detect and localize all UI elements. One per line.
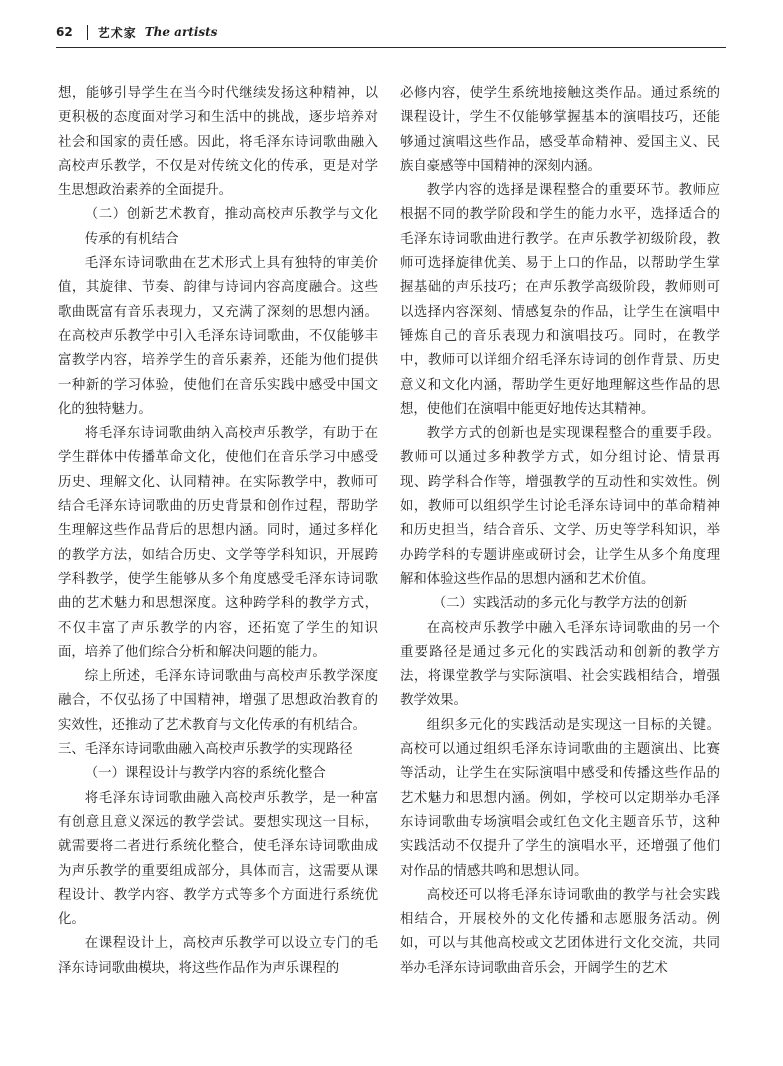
header-separator [87,25,88,40]
left-paragraph: 在课程设计上，高校声乐教学可以设立专门的毛泽东诗词歌曲模块，将这些作品作为声乐课程的 [58,936,378,976]
running-header [56,20,217,44]
right-paragraph: 组织多元化的实践活动是实现这一目标的关键。高校可以通过组织毛泽东诗词歌曲的主题演出、比赛等活动，让学生在实际演唱中感受和传播这些作品的艺术魅力和思想内涵。例如，学校可以定期举办毛泽东诗词歌曲专场演唱会或红色文化主题音乐节，这种实践活动不仅提升了学生的演唱水平，还增强了他们对作品的情感共鸣和思想认同。 [400,717,720,879]
left-paragraph: 将毛泽东诗词歌曲纳入高校声乐教学，有助于在学生群体中传播革命文化，使他们在音乐学习中感受历史、理解文化、认同精神。在实际教学中，教师可结合毛泽东诗词歌曲的历史背景和创作过程，帮助学生理解这些作品背后的思想内涵。同时，通过多样化的教学方法，如结合历史、文学等学科知识，开展跨学科教学，使学生能够从多个角度感受毛泽东诗词歌曲的艺术魅力和思想深度。这种跨学科的教学方式，不仅丰富了声乐教学的内容，还拓宽了学生的知识面，培养了他们综合分析和解决问题的能力。 [58,426,378,660]
left-paragraph: 毛泽东诗词歌曲在艺术形式上具有独特的审美价值，其旋律、节奏、韵律与诗词内容高度融合。这些歌曲既富有音乐表现力，又充满了深刻的思想内涵。在高校声乐教学中引入毛泽东诗词歌曲，不仅能够丰富教学内容，培养学生的音乐素养，还能为他们提供一种新的学习体验，使他们在音乐实践中感受中国文化的独特魅力。 [58,256,378,417]
left-section-heading: 三、毛泽东诗词歌曲融入高校声乐教学的实现路径 [58,742,353,758]
left-paragraph: 将毛泽东诗词歌曲融入高校声乐教学，是一种富有创意且意义深远的教学尝试。要想实现这一目标，就需要将二者进行系统化整合，使毛泽东诗词歌曲成为声乐教学的重要组成部分，具体而言，这需要从课程设计、教学内容、教学方式等多个方面进行系统优化。 [58,790,378,928]
right-paragraph: 教学方式的创新也是实现课程整合的重要手段。教师可以通过多种教学方式，如分组讨论、情景再现、跨学科合作等，增强教学的互动性和实效性。例如，教师可以组织学生讨论毛泽东诗词中的革命精神和历史担当，结合音乐、文学、历史等学科知识，举办跨学科的专题讲座或研讨会，让学生从多个角度理解和体验这些作品的思想内涵和艺术价值。 [400,426,720,587]
left-subsection-heading: （一）课程设计与教学内容的系统化整合 [84,766,326,782]
left-continued-paragraph: 想，能够引导学生在当今时代继续发扬这种精神，以更积极的态度面对学习和生活中的挑战，逐步培养对社会和国家的责任感。因此，将毛泽东诗词歌曲融入高校声乐教学，不仅是对传统文化的传承，更是对学生思想政治素养的全面提升。 [58,86,378,199]
header-rule [56,47,726,48]
right-paragraph: 教学内容的选择是课程整合的重要环节。教师应根据不同的教学阶段和学生的能力水平，选择适合的毛泽东诗词歌曲进行教学。在声乐教学初级阶段，教师可选择旋律优美、易于上口的作品，以帮助学生掌握基础的声乐技巧；在声乐教学高级阶段，教师则可以选择内容深刻、情感复杂的作品，让学生在演唱中锤炼自己的音乐表现力和演唱技巧。同时，在教学中，教师可以详细介绍毛泽东诗词的创作背景、历史意义和文化内涵，帮助学生更好地理解这些作品的思想，使他们在演唱中能更好地传达其精神。 [400,183,720,417]
right-subsection-heading: （二）实践活动的多元化与教学方法的创新 [432,596,688,612]
magazine-title-en: The artists [144,25,218,39]
right-paragraph: 高校还可以将毛泽东诗词歌曲的教学与社会实践相结合，开展校外的文化传播和志愿服务活动。例如，可以与其他高校或文艺团体进行文化交流，共同举办毛泽东诗词歌曲音乐会，开阔学生的艺术 [400,887,720,976]
page-number: 62 [56,25,73,39]
magazine-title-cn: 艺术家 [97,25,137,40]
left-column [58,82,378,981]
left-paragraph: 综上所述，毛泽东诗词歌曲与高校声乐教学深度融合，不仅弘扬了中国精神，增强了思想政治教育的实效性，还推动了艺术教育与文化传承的有机结合。 [58,669,378,733]
right-continued-paragraph: 必修内容，使学生系统地接触这类作品。通过系统的课程设计，学生不仅能够掌握基本的演唱技巧，还能够通过演唱这些作品，感受革命精神、爱国主义、民族自豪感等中国精神的深刻内涵。 [400,86,720,174]
left-subsection-heading: （二）创新艺术教育，推动高校声乐教学与文化传承的有机结合 [84,207,378,247]
right-paragraph: 在高校声乐教学中融入毛泽东诗词歌曲的另一个重要路径是通过多元化的实践活动和创新的教学方法，将课堂教学与实际演唱、社会实践相结合，增强教学效果。 [400,620,720,709]
right-column [400,82,720,981]
